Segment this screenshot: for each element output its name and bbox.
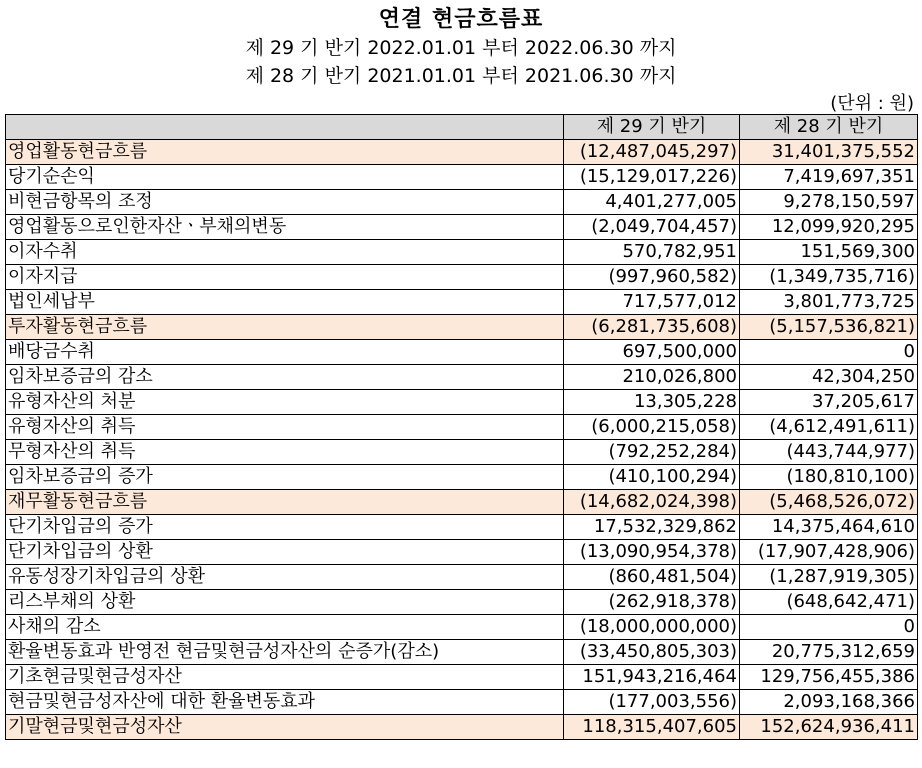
row-prior-value: 152,624,936,411: [740, 715, 918, 740]
row-label: 현금및현금성자산에 대한 환율변동효과: [6, 690, 564, 715]
row-prior-value: (4,612,491,611): [740, 415, 918, 440]
prior-period: 제 28 기 반기 2021.01.01 부터 2021.06.30 까지: [245, 65, 677, 87]
row-current-value: (6,281,735,608): [564, 315, 740, 340]
row-prior-value: (443,744,977): [740, 440, 918, 465]
row-label: 투자활동현금흐름: [6, 315, 564, 340]
row-label: 유형자산의 취득: [6, 415, 564, 440]
row-prior-value: 7,419,697,351: [740, 165, 918, 190]
table-row: [6, 190, 918, 215]
row-current-value: (2,049,704,457): [564, 215, 740, 240]
row-current-value: (14,682,024,398): [564, 490, 740, 515]
row-label: 임차보증금의 감소: [6, 365, 564, 390]
row-prior-value: 0: [740, 615, 918, 640]
table-row: [6, 265, 918, 290]
row-current-value: (177,003,556): [564, 690, 740, 715]
row-prior-value: 3,801,773,725: [740, 290, 918, 315]
row-current-value: 118,315,407,605: [564, 715, 740, 740]
row-label: 영업활동으로인한자산ㆍ부채의변동: [6, 215, 564, 240]
row-label: 환율변동효과 반영전 현금및현금성자산의 순증가(감소): [6, 640, 564, 665]
table-row: [6, 315, 918, 340]
row-prior-value: 37,205,617: [740, 390, 918, 415]
header-prior-period: 제 28 기 반기: [740, 115, 918, 140]
row-current-value: 17,532,329,862: [564, 515, 740, 540]
row-current-value: (410,100,294): [564, 465, 740, 490]
row-label: 이자수취: [6, 240, 564, 265]
row-label: 이자지급: [6, 265, 564, 290]
table-row: [6, 340, 918, 365]
row-label: 기초현금및현금성자산: [6, 665, 564, 690]
table-row: [6, 140, 918, 165]
table-row: [6, 690, 918, 715]
row-label: 사채의 감소: [6, 615, 564, 640]
table-row: [6, 290, 918, 315]
row-label: 유형자산의 처분: [6, 390, 564, 415]
row-label: 임차보증금의 증가: [6, 465, 564, 490]
row-label: 재무활동현금흐름: [6, 490, 564, 515]
row-current-value: (997,960,582): [564, 265, 740, 290]
table-row: [6, 465, 918, 490]
table-row: [6, 240, 918, 265]
row-label: 법인세납부: [6, 290, 564, 315]
table-row: [6, 390, 918, 415]
table-row: [6, 215, 918, 240]
table-row: [6, 440, 918, 465]
row-current-value: (6,000,215,058): [564, 415, 740, 440]
row-label: 단기차입금의 상환: [6, 540, 564, 565]
table-row: [6, 490, 918, 515]
row-label: 무형자산의 취득: [6, 440, 564, 465]
table-row: [6, 715, 918, 740]
table-row: [6, 540, 918, 565]
row-current-value: (15,129,017,226): [564, 165, 740, 190]
row-current-value: 4,401,277,005: [564, 190, 740, 215]
row-label: 유동성장기차입금의 상환: [6, 565, 564, 590]
header-account: [6, 115, 564, 140]
row-prior-value: 151,569,300: [740, 240, 918, 265]
row-current-value: (33,450,805,303): [564, 640, 740, 665]
table-row: [6, 590, 918, 615]
current-period: 제 29 기 반기 2022.01.01 부터 2022.06.30 까지: [245, 37, 677, 59]
row-prior-value: (1,349,735,716): [740, 265, 918, 290]
table-body: [6, 140, 918, 740]
row-current-value: 151,943,216,464: [564, 665, 740, 690]
row-current-value: (860,481,504): [564, 565, 740, 590]
row-label: 영업활동현금흐름: [6, 140, 564, 165]
row-label: 단기차입금의 증가: [6, 515, 564, 540]
row-current-value: 570,782,951: [564, 240, 740, 265]
statement-title: 연결 현금흐름표: [378, 7, 544, 32]
row-label: 배당금수취: [6, 340, 564, 365]
row-current-value: (12,487,045,297): [564, 140, 740, 165]
row-prior-value: (1,287,919,305): [740, 565, 918, 590]
row-current-value: (792,252,284): [564, 440, 740, 465]
row-current-value: 697,500,000: [564, 340, 740, 365]
table-row: [6, 515, 918, 540]
row-prior-value: (5,157,536,821): [740, 315, 918, 340]
row-current-value: 13,305,228: [564, 390, 740, 415]
row-prior-value: 129,756,455,386: [740, 665, 918, 690]
row-prior-value: 12,099,920,295: [740, 215, 918, 240]
row-prior-value: 9,278,150,597: [740, 190, 918, 215]
row-label: 기말현금및현금성자산: [6, 715, 564, 740]
row-current-value: (18,000,000,000): [564, 615, 740, 640]
row-prior-value: 31,401,375,552: [740, 140, 918, 165]
cash-flow-table: [5, 114, 918, 740]
row-prior-value: (180,810,100): [740, 465, 918, 490]
row-prior-value: 2,093,168,366: [740, 690, 918, 715]
row-current-value: (13,090,954,378): [564, 540, 740, 565]
table-row: [6, 415, 918, 440]
row-prior-value: 0: [740, 340, 918, 365]
table-row: [6, 165, 918, 190]
row-prior-value: (648,642,471): [740, 590, 918, 615]
row-prior-value: 20,775,312,659: [740, 640, 918, 665]
row-label: 당기순손익: [6, 165, 564, 190]
row-label: 리스부채의 상환: [6, 590, 564, 615]
table-row: [6, 365, 918, 390]
unit-label: (단위 : 원): [830, 93, 914, 114]
row-current-value: (262,918,378): [564, 590, 740, 615]
header-row: [6, 115, 918, 140]
table-row: [6, 565, 918, 590]
table-row: [6, 665, 918, 690]
row-label: 비현금항목의 조정: [6, 190, 564, 215]
header-current-period: 제 29 기 반기: [564, 115, 740, 140]
row-prior-value: 14,375,464,610: [740, 515, 918, 540]
table-row: [6, 615, 918, 640]
row-prior-value: (17,907,428,906): [740, 540, 918, 565]
row-current-value: 210,026,800: [564, 365, 740, 390]
row-prior-value: 42,304,250: [740, 365, 918, 390]
row-current-value: 717,577,012: [564, 290, 740, 315]
table-row: [6, 640, 918, 665]
row-prior-value: (5,468,526,072): [740, 490, 918, 515]
